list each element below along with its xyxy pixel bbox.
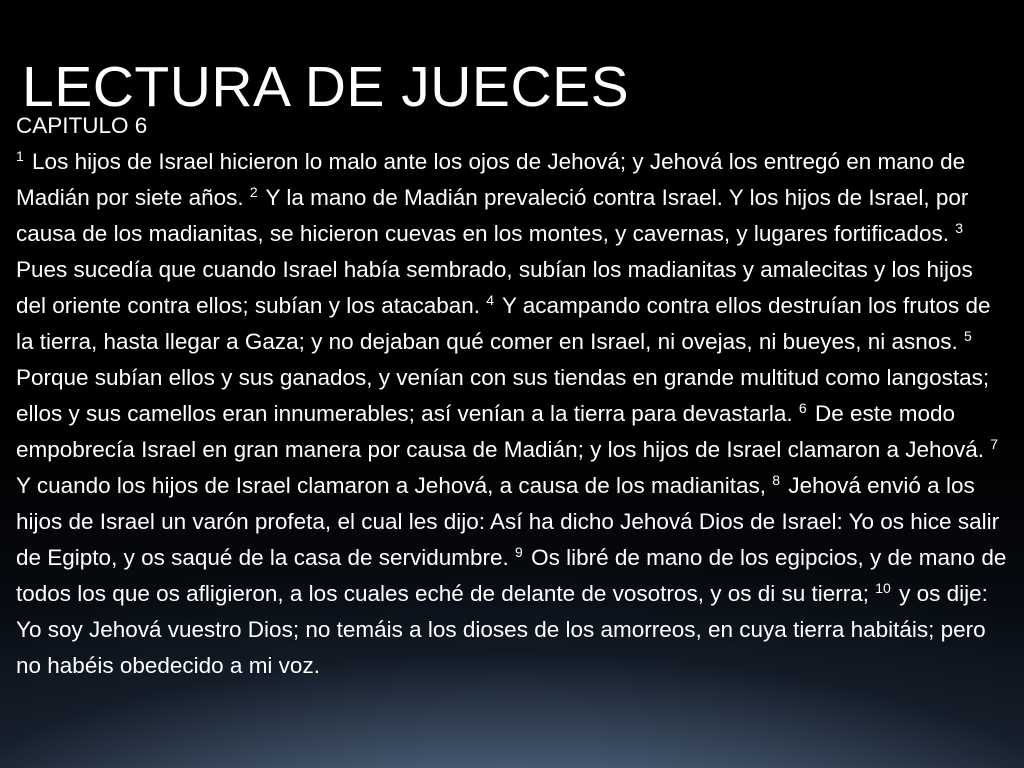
verse-number: 2 [249,183,258,200]
verse-text: Jehová envió a los hijos de Israel un varón profeta, el cual les dijo: Así ha dicho Jehová Dios de Israel: Yo os hice salir de Egipto, y os saqué de la casa de servidumbre. [16,473,1000,570]
verse-number: 1 [16,147,24,164]
verse-list [16,144,1008,684]
verse-text: De este modo empobrecía Israel en gran manera por causa de Madián; y los hijos de Israel clamaron a Jehová. [16,401,991,462]
verse-number: 6 [798,399,807,416]
verse-text: Porque subían ellos y sus ganados, y venían con sus tiendas en grande multitud como langostas; ellos y sus camellos eran innumerables; así venían a la tierra para devastarla. [16,365,990,426]
verse-number: 7 [990,435,999,452]
verse-number: 4 [486,291,495,308]
verse-text: Pues sucedía que cuando Israel había sembrado, subían los madianitas y amalecitas y los hijos del oriente contra ellos; subían y los atacaban. [16,257,973,318]
verse-number: 5 [964,327,972,344]
verse-number: 10 [875,579,891,596]
verse-text: y os dije: Yo soy Jehová vuestro Dios; no temáis a los dioses de los amorreos, en cuya tierra habitáis; pero no habéis obedecido a mi voz. [16,581,988,678]
verse-text: Y acampando contra ellos destruían los frutos de la tierra, hasta llegar a Gaza; y no dejaban qué comer en Israel, ni ovejas, ni bueyes, ni asnos. [16,293,991,354]
verse-number: 3 [955,219,964,236]
verse-text: Los hijos de Israel hicieron lo malo ante los ojos de Jehová; y Jehová los entregó en mano de Madián por siete años. [16,149,966,210]
verse-number: 8 [772,471,781,488]
verse-text: Y cuando los hijos de Israel clamaron a Jehová, a causa de los madianitas, [16,473,773,498]
chapter-label: CAPITULO 6 [16,113,148,138]
page-title: LECTURA DE JUECES [22,55,630,120]
scripture-body [16,108,1008,684]
verse-number: 9 [515,543,523,560]
verse-text: Y la mano de Madián prevaleció contra Israel. Y los hijos de Israel, por causa de los madianitas, se hicieron cuevas en los montes, y cavernas, y lugares fortificados. [16,185,969,246]
verse-text: Os libré de mano de los egipcios, y de mano de todos los que os afligieron, a los cuales eché de delante de vosotros, y os di su tierra; [16,545,1007,606]
